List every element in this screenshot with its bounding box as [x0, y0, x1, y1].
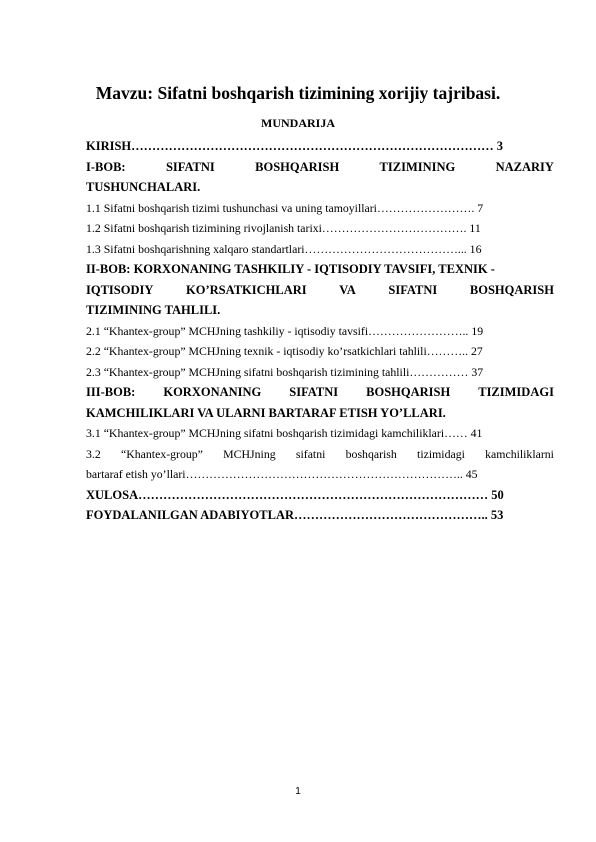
toc-entry-1-2: 1.2 Sifatni boshqarish tizimining rivojlanish tarixi………………………………. 11 — [86, 221, 481, 235]
toc-entry-bob2-line2 — [86, 280, 554, 301]
word: I-BOB: — [86, 159, 126, 174]
word: 3.2 — [86, 446, 101, 461]
word: MCHJning — [223, 446, 276, 461]
word: “Khantex-group” — [121, 446, 203, 461]
toc-entry-3-2-line1 — [86, 444, 554, 465]
toc-entry-1-3: 1.3 Sifatni boshqarishning xalqaro standartlari…………………………………... 16 — [86, 241, 482, 256]
document-title: Mavzu: Sifatni boshqarish tizimining xorijiy tajribasi. — [95, 83, 501, 103]
toc-entry-bob1-line1 — [86, 157, 554, 178]
word: BOSHQARISH — [469, 282, 554, 297]
toc-entry-2-2: 2.2 “Khantex-group” MCHJning texnik - iqtisodiy ko’rsatkichlari tahlili……….. 27 — [86, 344, 483, 358]
word: kamchiliklarni — [485, 446, 554, 461]
word: BOSHQARISH — [366, 385, 451, 399]
toc-entry-xulosa: XULOSA………………………………………………………………………… 50 — [86, 487, 504, 502]
word: BOSHQARISH — [255, 159, 340, 174]
table-of-contents — [86, 136, 554, 526]
word: boshqarish — [345, 446, 397, 461]
word: KO’RSATKICHLARI — [186, 282, 307, 297]
word: SIFATNI — [289, 385, 339, 399]
toc-heading: MUNDARIJA — [261, 116, 335, 130]
word: SIFATNI — [388, 282, 438, 297]
toc-entry-2-3: 2.3 “Khantex-group” MCHJning sifatni boshqarish tizimining tahlili…………… 37 — [86, 364, 484, 379]
word: TIZIMIDAGI — [478, 385, 554, 399]
word: tizimidagi — [417, 446, 465, 461]
word: KORXONANING — [163, 385, 262, 399]
toc-entry-adabiyotlar: FOYDALANILGAN ADABIYOTLAR……………………………………….. 53 — [86, 508, 504, 522]
toc-entry-kirish: KIRISH…………………………………………………………………………… 3 — [86, 139, 504, 153]
toc-entry-1-1: 1.1 Sifatni boshqarish tizimi tushunchasi va uning tamoyillari……………………. 7 — [86, 200, 484, 215]
word: IQTISODIY — [86, 282, 154, 297]
toc-entry-3-2-line2: bartaraf etish yo’llari…………………………………………………………….. 45 — [86, 467, 478, 481]
toc-entry-2-1: 2.1 “Khantex-group” MCHJning tashkiliy - iqtisodiy tavsifi…………………….. 19 — [86, 323, 484, 338]
toc-entry-bob2-line1: II-BOB: KORXONANING TASHKILIY - IQTISODIY TAVSIFI, TEXNIK - — [86, 262, 495, 276]
toc-entry-bob3-line2: KAMCHILIKLARI VA ULARNI BARTARAF ETISH YO’LLARI. — [86, 405, 446, 420]
toc-entry-3-1: 3.1 “Khantex-group” MCHJning sifatni boshqarish tizimidagi kamchiliklari…… 41 — [86, 426, 483, 440]
word: NAZARIY — [495, 159, 554, 174]
toc-entry-bob3-line1 — [86, 382, 554, 403]
word: SIFATNI — [165, 159, 215, 174]
word: III-BOB: — [86, 385, 136, 399]
toc-entry-bob2-line3: TIZIMINING TAHLILI. — [86, 303, 221, 317]
page-number: 1 — [295, 786, 301, 797]
word: sifatni — [295, 446, 326, 461]
toc-entry-bob1-line2: TUSHUNCHALARI. — [86, 180, 201, 194]
word: VA — [339, 282, 356, 297]
word: TIZIMINING — [379, 159, 456, 174]
